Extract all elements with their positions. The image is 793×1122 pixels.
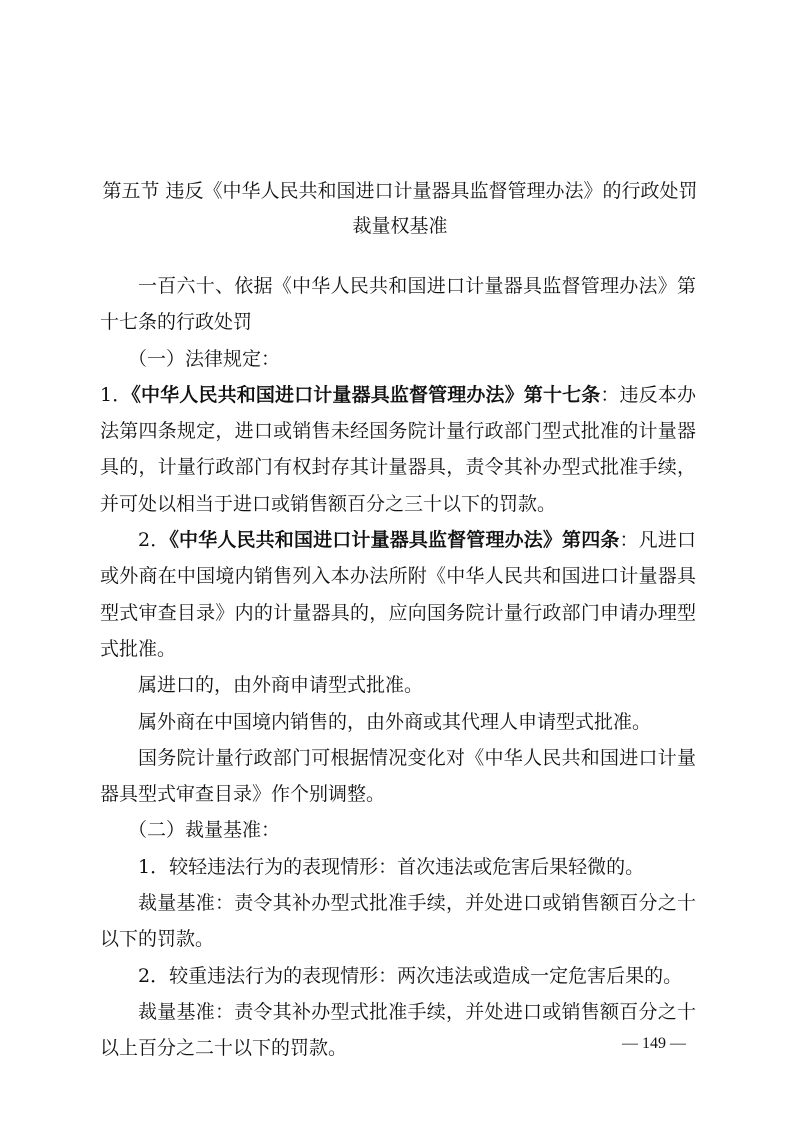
article-heading: 一百六十、依据《中华人民共和国进口计量器具监督管理办法》第十七条的行政处罚 bbox=[100, 275, 696, 334]
article-body bbox=[100, 268, 696, 1067]
light-violation-case: 1．较轻违法行为的表现情形：首次违法或危害后果轻微的。 bbox=[138, 855, 645, 878]
light-violation-standard: 裁量基准：责令其补办型式批准手续，并处进口或销售额百分之十以下的罚款。 bbox=[100, 892, 696, 951]
section-title bbox=[100, 174, 700, 244]
clause-2-citation: 《中华人民共和国进口计量器具监督管理办法》第四条 bbox=[169, 529, 620, 552]
clause-1-number: 1． bbox=[100, 383, 132, 406]
discretion-standard-label: （二）裁量基准： bbox=[128, 819, 281, 842]
heavy-violation-standard: 裁量基准：责令其补办型式批准手续，并处进口或销售额百分之十以上百分之二十以下的罚款。 bbox=[100, 1000, 696, 1060]
paragraph-foreign-sales: 属外商在中国境内销售的，由外商或其代理人申请型式批准。 bbox=[138, 710, 652, 733]
heavy-violation-case: 2．较重违法行为的表现情形：两次违法或造成一定危害后果的。 bbox=[138, 964, 683, 987]
paragraph-catalog-adjustment: 国务院计量行政部门可根据情况变化对《中华人民共和国进口计量器具型式审查目录》作个别调整。 bbox=[100, 746, 696, 806]
clause-1 bbox=[100, 377, 696, 522]
section-title-line2: 裁量权基准 bbox=[352, 215, 448, 237]
clause-2-number: 2． bbox=[138, 529, 170, 552]
clause-1-text: ：违反本办法第四条规定，进口或销售未经国务院计量行政部门型式批准的计量器具的，计量行政部门有权封存其计量器具，责令其补办型式批准手续，并可处以相当于进口或销售额百分之三十以下的罚款。 bbox=[100, 383, 696, 515]
legal-provisions-label: （一）法律规定： bbox=[128, 347, 281, 370]
clause-2-text: ：凡进口或外商在中国境内销售列入本办法所附《中华人民共和国进口计量器具型式审查目录》内的计量器具的，应向国务院计量行政部门申请办理型式批准。 bbox=[100, 529, 696, 660]
paragraph-import: 属进口的，由外商申请型式批准。 bbox=[138, 674, 424, 697]
clause-2 bbox=[100, 522, 696, 667]
section-title-line1: 第五节 违反《中华人民共和国进口计量器具监督管理办法》的行政处罚 bbox=[102, 180, 698, 202]
page-number: — 149 — bbox=[622, 1035, 686, 1052]
clause-1-citation: 《中华人民共和国进口计量器具监督管理办法》第十七条 bbox=[131, 383, 601, 406]
